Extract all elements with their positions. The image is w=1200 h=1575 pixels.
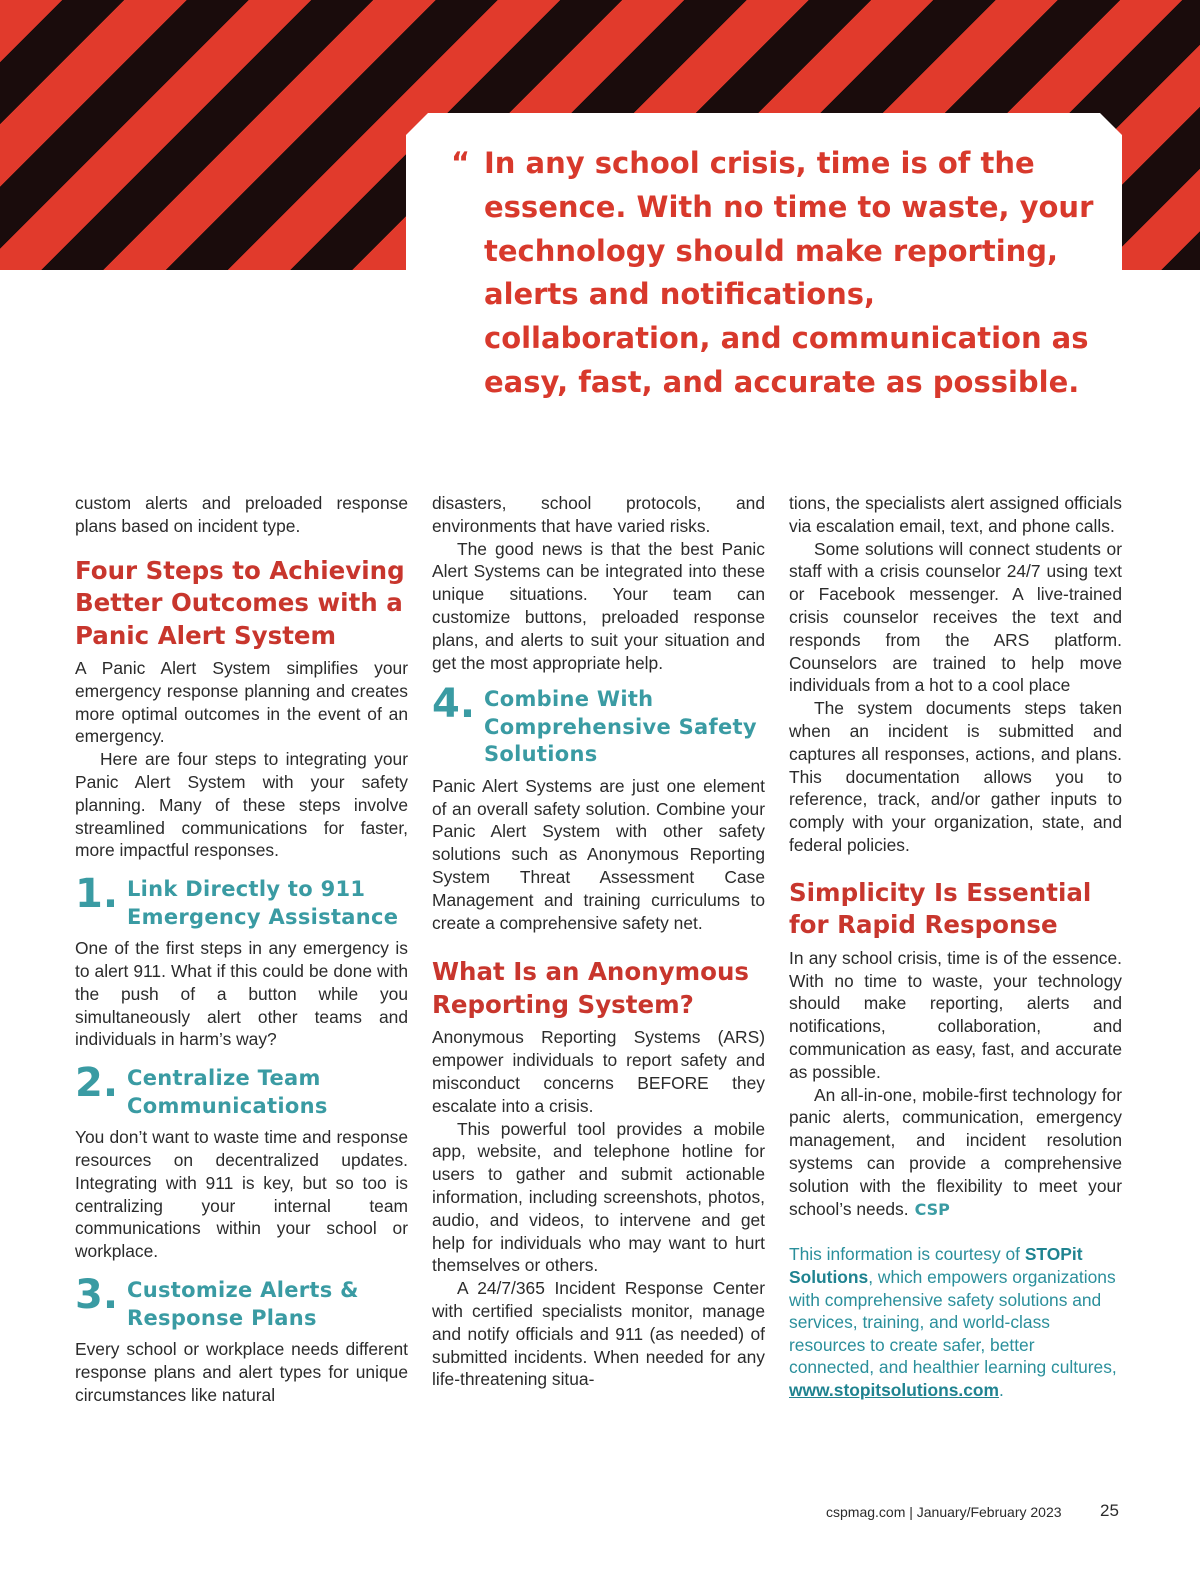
- end-mark: CSP: [914, 1199, 950, 1219]
- company-name: STOPit Solutions: [789, 1244, 1083, 1287]
- paragraph: Here are four steps to integrating your Panic Alert System with your safety planning. Many of these steps involve streamlined communications for faster, more impactful responses.: [75, 749, 408, 861]
- column-1: [75, 492, 408, 1406]
- paragraph: The system documents steps taken when an incident is submitted and captures all responses, actions, and plans. This documentation allows you to reference, track, and/or gather inputs to comply with your organization, state, and federal policies.: [789, 698, 1122, 855]
- paragraph: Some solutions will connect students or staff with a crisis counselor 24/7 using text or Facebook messenger. A live-trained crisis counselor receives the text and responds from the ARS platform. Counselors are trained to help move individuals from a hot to a cool place: [789, 538, 1122, 696]
- paragraph: In any school crisis, time is of the essence. With no time to waste, your technology should make reporting, alerts and notifications, collaboration, and communication as easy, fast, and accurate as possible.: [789, 947, 1122, 1082]
- paragraph: Panic Alert Systems are just one element of an overall safety solution. Combine your Panic Alert System with other safety solutions such as Anonymous Reporting System Threat Assessment Case Management and training curriculums to create a comprehensive safety net.: [432, 775, 765, 933]
- column-2: [432, 492, 765, 1391]
- paragraph-text: An all-in-one, mobile-first technology for panic alerts, communication, emergency management, and incident resolution systems can provide a comprehensive solution with the flexibility to meet your school’s needs.: [789, 1084, 1122, 1219]
- section-heading: What Is an Anonymous Reporting System?: [432, 957, 750, 1019]
- paragraph: A 24/7/365 Incident Response Center with certified specialists monitor, manage and notify officials and 911 (as needed) of submitted incidents. When needed for any life-threatening situa-: [432, 1278, 765, 1390]
- paragraph: [789, 1084, 1122, 1222]
- step-2: [75, 1060, 408, 1120]
- step-4: [432, 681, 765, 769]
- step-title: Combine With Comprehensive Safety Solutions: [484, 687, 757, 767]
- paragraph: Every school or workplace needs different response plans and alert types for unique circumstances like natural: [75, 1339, 408, 1405]
- paragraph: One of the first steps in any emergency is to alert 911. What if this could be done with the push of a button while you simultaneously alert other teams and individuals in harm’s way?: [75, 938, 408, 1050]
- section-heading: Simplicity Is Essential for Rapid Response: [789, 877, 1092, 940]
- pull-quote-text: In any school crisis, time is of the essence. With no time to waste, your technology should make reporting, alerts and notifications, collaboration, and communication as easy, fast, and accurate as possible.: [484, 146, 1094, 399]
- courtesy-end: .: [998, 1379, 1004, 1400]
- courtesy-note: [789, 1243, 1122, 1401]
- paragraph: You don’t want to waste time and response resources on decentralized updates. Integrating with 911 is key, but so too is centralizing your internal team communications within your school or workplace.: [75, 1127, 408, 1262]
- continued-paragraph: tions, the specialists alert assigned officials via escalation email, text, and phone calls.: [789, 493, 1122, 536]
- paragraph: A Panic Alert System simplifies your emergency response planning and creates more optimal outcomes in the event of an emergency.: [75, 658, 408, 747]
- open-quote-mark: “: [451, 146, 471, 180]
- step-3: [75, 1272, 408, 1332]
- paragraph: This powerful tool provides a mobile app, website, and telephone hotline for users to gather and submit actionable information, including screenshots, photos, audio, and videos, to intervene and get help for individuals who may want to hurt themselves or others.: [432, 1118, 765, 1276]
- pull-quote: [451, 142, 1108, 405]
- step-title: Centralize Team Communications: [127, 1066, 328, 1118]
- step-1: [75, 871, 408, 931]
- paragraph: The good news is that the best Panic Alert Systems can be integrated into these unique situations. Your team can customize buttons, preloaded response plans, and alerts to suit your situation and get the most appropriate help.: [432, 538, 765, 673]
- footer-text: cspmag.com | January/February 2023: [826, 1504, 1062, 1520]
- courtesy-prefix: This information is courtesy of: [789, 1244, 1025, 1265]
- step-number: 1.: [75, 871, 119, 918]
- step-number: 4.: [432, 681, 476, 728]
- step-number: 2.: [75, 1060, 119, 1107]
- step-number: 3.: [75, 1272, 119, 1319]
- continued-paragraph: custom alerts and preloaded response plans based on incident type.: [75, 493, 408, 536]
- step-title: Customize Alerts & Response Plans: [127, 1278, 359, 1330]
- paragraph: Anonymous Reporting Systems (ARS) empower individuals to report safety and misconduct concerns BEFORE they escalate into a crisis.: [432, 1027, 765, 1116]
- section-heading: Four Steps to Achieving Better Outcomes with a Panic Alert System: [75, 555, 405, 650]
- website-link[interactable]: www.stopitsolutions.com: [789, 1379, 999, 1400]
- step-title: Link Directly to 911 Emergency Assistance: [127, 877, 399, 929]
- page-number: 25: [1100, 1501, 1119, 1520]
- column-3: [789, 492, 1122, 1401]
- continued-paragraph: disasters, school protocols, and environments that have varied risks.: [432, 493, 765, 536]
- courtesy-middle: , which empowers organizations with comprehensive safety solutions and services, training, and world-class resources to create safer, better connected, and healthier learning cultures,: [789, 1266, 1117, 1378]
